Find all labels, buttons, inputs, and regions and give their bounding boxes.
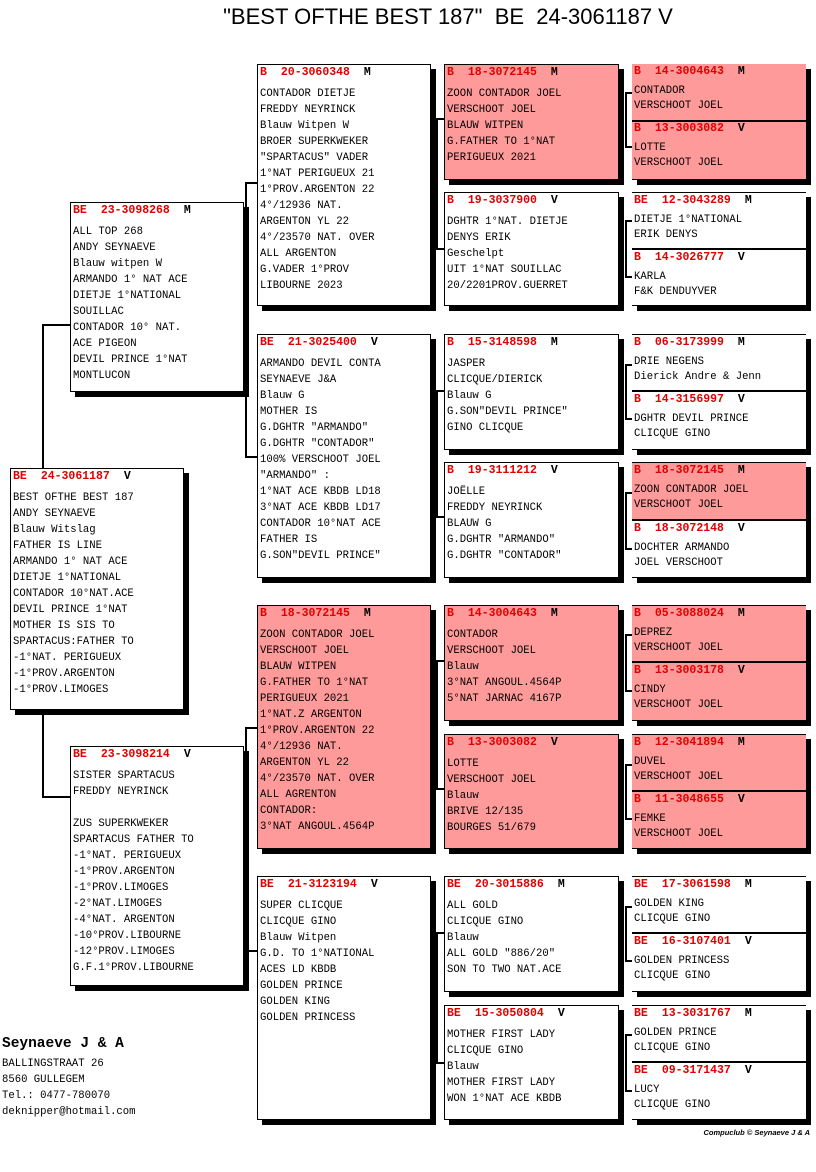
pigeon-info: ZOON CONTADOR JOEL VERSCHOOT JOEL: [634, 484, 749, 511]
sex-marker: V: [744, 1064, 752, 1077]
connector: [625, 220, 632, 222]
sex-marker: V: [737, 664, 745, 677]
owner-street: BALLINGSTRAAT 26: [2, 1058, 104, 1070]
connector: [625, 690, 632, 692]
ring-number: 20-3015886: [474, 878, 544, 891]
connector: [245, 182, 257, 184]
pigeon-card-g4[interactable]: [632, 877, 806, 933]
ring-number: 15-3050804: [474, 1007, 544, 1020]
ring-country: BE: [260, 878, 274, 891]
ring-country: B: [634, 336, 641, 349]
connector: [625, 906, 632, 908]
pigeon-info: CONTADOR VERSCHOOT JOEL: [634, 85, 724, 112]
ring-number: 16-3107401: [661, 935, 731, 948]
connector: [436, 788, 444, 790]
pigeon-info: LOTTE VERSCHOOT JOEL Blauw BRIVE 12/135 BOURGES 51/679: [447, 758, 537, 834]
ring-country: B: [634, 607, 641, 620]
owner-city: 8560 GULLEGEM: [2, 1074, 85, 1086]
pigeon-card-g4[interactable]: [632, 250, 806, 305]
connector: [625, 1034, 632, 1036]
sex-marker: V: [123, 470, 131, 483]
pigeon-info: DOCHTER ARMANDO JOEL VERSCHOOT: [634, 542, 730, 569]
pigeon-info: CINDY VERSCHOOT JOEL: [634, 684, 724, 711]
pigeon-card-subject[interactable]: [10, 468, 184, 710]
connector: [625, 146, 632, 148]
pigeon-info: ZOON CONTADOR JOEL VERSCHOOT JOEL BLAUW WITPEN G.FATHER TO 1°NAT PERIGUEUX 2021: [447, 88, 562, 164]
pigeon-card-g3[interactable]: [444, 876, 619, 992]
sex-marker: M: [363, 66, 371, 79]
connector: [42, 324, 44, 470]
pigeon-card-g4[interactable]: [632, 1063, 806, 1119]
ring-number: 12-3041894: [654, 736, 724, 749]
sex-marker: M: [737, 336, 745, 349]
sex-marker: V: [550, 194, 558, 207]
ring-country: B: [634, 664, 641, 677]
connector: [42, 324, 70, 326]
sex-marker: V: [557, 1007, 565, 1020]
ring-country: B: [260, 607, 267, 620]
ring-country: B: [447, 66, 454, 79]
ring-country: BE: [634, 1007, 648, 1020]
ring-number: 20-3060348: [280, 66, 350, 79]
ring-country: BE: [13, 470, 27, 483]
connector: [625, 220, 627, 278]
ring-number: 13-3003082: [654, 122, 724, 135]
owner-name: Seynaeve J & A: [2, 1036, 124, 1052]
sex-marker: V: [550, 464, 558, 477]
pigeon-info: GOLDEN PRINCE CLICQUE GINO: [634, 1027, 717, 1054]
connector: [436, 390, 438, 518]
ring-number: 13-3003082: [467, 736, 537, 749]
connector: [436, 390, 444, 392]
pigeon-card-g4[interactable]: [632, 606, 806, 662]
pigeon-info: DEPREZ VERSCHOOT JOEL: [634, 627, 724, 654]
ring-country: B: [447, 607, 454, 620]
ring-country: BE: [634, 194, 648, 207]
sex-marker: M: [737, 464, 745, 477]
connector: [625, 960, 632, 962]
ring-number: 09-3171437: [661, 1064, 731, 1077]
ring-country: BE: [447, 878, 461, 891]
connector: [625, 764, 627, 820]
pair-divider: [632, 790, 806, 792]
pigeon-info: BEST OFTHE BEST 187 ANDY SEYNAEVE Blauw Witslag FATHER IS LINE ARMANDO 1° NAT ACE DIETJE 1°NATIONAL CONTADOR 10°NAT.ACE DEVIL PRINCE 1°NAT MOTHER IS SIS TO SPARTACUS:FATHER TO -1°NAT. PERIGUEUX -1°PROV.ARGENTON -1°PROV.LIMOGES: [13, 492, 134, 696]
ring-country: B: [634, 522, 641, 535]
ring-country: BE: [634, 935, 648, 948]
connector: [625, 92, 632, 94]
ring-country: B: [634, 122, 641, 135]
pigeon-info: FEMKE VERSCHOOT JOEL: [634, 813, 724, 840]
pigeon-card-g4[interactable]: [632, 521, 806, 577]
connector: [42, 796, 70, 798]
ring-number: 18-3072145: [467, 66, 537, 79]
connector: [625, 818, 632, 820]
ring-number: 06-3173999: [654, 336, 724, 349]
connector: [436, 660, 438, 790]
ring-number: 23-3098268: [100, 204, 170, 217]
ring-number: 13-3003178: [654, 664, 724, 677]
pigeon-info: MOTHER FIRST LADY CLICQUE GINO Blauw MOTHER FIRST LADY WON 1°NAT ACE KBDB: [447, 1029, 562, 1105]
ring-country: B: [447, 194, 454, 207]
connector: [625, 1034, 627, 1092]
ring-country: B: [447, 464, 454, 477]
ring-number: 14-3004643: [467, 607, 537, 620]
pigeon-card-g4[interactable]: [632, 934, 806, 991]
ring-country: B: [634, 65, 641, 78]
pedigree-title: "BEST OFTHE BEST 187" BE 24-3061187 V: [223, 4, 673, 29]
pigeon-card-g4[interactable]: [632, 193, 806, 249]
ring-number: 14-3026777: [654, 251, 724, 264]
pigeon-card-g3[interactable]: [444, 1005, 619, 1120]
pigeon-info: ZOON CONTADOR JOEL VERSCHOOT JOEL BLAUW WITPEN G.FATHER TO 1°NAT PERIGUEUX 2021 1°NAT.Z ARGENTON 1°PROV.ARGENTON 22 4°/12936 NAT. ARGENTON YL 22 4°/23570 NAT. OVER ALL AGRENTON CONTADOR: 3°NAT ANGOUL.4564P: [260, 629, 375, 833]
ring-country: B: [634, 736, 641, 749]
pair-divider: [632, 248, 806, 250]
ring-number: 14-3004643: [654, 65, 724, 78]
ring-country: BE: [73, 204, 87, 217]
pigeon-card-g3[interactable]: [444, 462, 619, 578]
sex-marker: V: [550, 736, 558, 749]
pigeon-card-g4[interactable]: [632, 792, 806, 848]
ring-number: 13-3031767: [661, 1007, 731, 1020]
pigeon-card-g4[interactable]: [632, 64, 806, 122]
sex-marker: M: [363, 607, 371, 620]
sex-marker: M: [744, 1007, 752, 1020]
pigeon-card-g3[interactable]: [444, 334, 619, 450]
ring-country: B: [634, 251, 641, 264]
pigeon-info: LUCY CLICQUE GINO: [634, 1084, 711, 1111]
connector: [625, 276, 632, 278]
ring-number: 18-3072145: [280, 607, 350, 620]
footer-credit: Compuclub © Seynaeve J & A: [703, 1128, 810, 1137]
ring-number: 19-3111212: [467, 464, 537, 477]
sex-marker: M: [550, 607, 558, 620]
ring-country: BE: [73, 748, 87, 761]
pigeon-info: DUVEL VERSCHOOT JOEL: [634, 756, 724, 783]
connector: [625, 548, 632, 550]
pigeon-card-g3[interactable]: [444, 734, 619, 849]
connector: [245, 182, 247, 458]
pigeon-card-sire[interactable]: [70, 202, 244, 392]
pair-divider: [632, 932, 806, 934]
ring-number: 11-3048655: [654, 793, 724, 806]
sex-marker: M: [557, 878, 565, 891]
sex-marker: V: [370, 336, 378, 349]
connector: [42, 710, 44, 796]
pigeon-info: LOTTE VERSCHOOT JOEL: [634, 142, 724, 169]
connector: [436, 660, 444, 662]
ring-number: 24-3061187: [40, 470, 110, 483]
connector: [625, 634, 627, 692]
ring-country: B: [634, 393, 641, 406]
pigeon-info: DGHTR 1°NAT. DIETJE DENYS ERIK Geschelpt UIT 1°NAT SOUILLAC 20/2201PROV.GUERRET: [447, 216, 568, 292]
connector: [625, 764, 632, 766]
connector: [436, 932, 438, 1064]
connector: [625, 492, 627, 550]
connector: [436, 248, 444, 250]
pigeon-info: KARLA F&K DENDUYVER: [634, 271, 717, 298]
sex-marker: V: [744, 935, 752, 948]
pigeon-info: JOËLLE FREDDY NEYRINCK BLAUW G G.DGHTR "ARMANDO" G.DGHTR "CONTADOR": [447, 486, 562, 562]
sex-marker: M: [183, 204, 191, 217]
pigeon-card-dam-sire[interactable]: [257, 605, 431, 849]
pigeon-info: DGHTR DEVIL PRINCE CLICQUE GINO: [634, 413, 749, 440]
pigeon-info: DRIE NEGENS Dierick Andre & Jenn: [634, 356, 762, 383]
pigeon-card-g4[interactable]: [632, 463, 806, 520]
ring-number: 12-3043289: [661, 194, 731, 207]
sex-marker: V: [737, 522, 745, 535]
pigeon-info: ARMANDO DEVIL CONTA SEYNAEVE J&A Blauw G MOTHER IS G.DGHTR "ARMANDO" G.DGHTR "CONTADOR" 100% VERSCHOOT JOEL "ARMANDO" : 1°NAT ACE KBDB LD18 3°NAT ACE KBDB LD17 CONTADOR 10°NAT ACE FATHER IS G.SON"DEVIL PRINCE": [260, 358, 381, 562]
pigeon-card-g3[interactable]: [444, 64, 619, 180]
connector: [625, 492, 632, 494]
pigeon-card-g4[interactable]: [632, 663, 806, 720]
ring-country: B: [447, 736, 454, 749]
pigeon-info: JASPER CLICQUE/DIERICK Blauw G G.SON"DEVIL PRINCE" GINO CLICQUE: [447, 358, 568, 434]
connector: [436, 118, 438, 250]
sex-marker: M: [737, 607, 745, 620]
connector: [625, 634, 632, 636]
connector: [245, 456, 257, 458]
pigeon-info: CONTADOR DIETJE FREDDY NEYRINCK Blauw Witpen W BROER SUPERKWEKER "SPARTACUS" VADER 1°NAT PERIGUEUX 21 1°PROV.ARGENTON 22 4°/12936 NAT. ARGENTON YL 22 4°/23570 NAT. OVER ALL ARGENTON G.VADER 1°PROV LIBOURNE 2023: [260, 88, 375, 292]
connector: [625, 418, 632, 420]
pigeon-card-g4[interactable]: [632, 335, 806, 391]
pigeon-info: SISTER SPARTACUS FREDDY NEYRINCK ZUS SUPERKWEKER SPARTACUS FATHER TO -1°NAT. PERIGUEUX -1°PROV.ARGENTON -1°PROV.LIMOGES -2°NAT.LIMOGES -4°NAT. ARGENTON -10°PROV.LIBOURNE -12°PROV.LIMOGES G.F.1°PROV.LIBOURNE: [73, 770, 194, 974]
pigeon-card-sire-dam[interactable]: [257, 334, 431, 578]
owner-block: [2, 1034, 136, 1120]
sex-marker: V: [737, 122, 745, 135]
ring-number: 19-3037900: [467, 194, 537, 207]
ring-country: B: [634, 464, 641, 477]
pigeon-card-g3[interactable]: [444, 605, 619, 721]
connector: [436, 932, 444, 934]
pigeon-info: ALL GOLD CLICQUE GINO Blauw ALL GOLD "886/20" SON TO TWO NAT.ACE: [447, 900, 562, 976]
ring-country: BE: [634, 1064, 648, 1077]
pair-divider: [632, 120, 806, 122]
pigeon-info: DIETJE 1°NATIONAL ERIK DENYS: [634, 214, 743, 241]
sex-marker: M: [744, 194, 752, 207]
connector: [245, 727, 257, 729]
ring-country: BE: [260, 336, 274, 349]
owner-email[interactable]: deknipper@hotmail.com: [2, 1106, 136, 1118]
pigeon-card-g3[interactable]: [444, 192, 619, 306]
sex-marker: V: [737, 393, 745, 406]
pair-divider: [632, 390, 806, 392]
sex-marker: M: [744, 878, 752, 891]
ring-country: B: [447, 336, 454, 349]
connector: [625, 364, 627, 420]
ring-country: B: [634, 793, 641, 806]
ring-number: 21-3025400: [287, 336, 357, 349]
owner-phone[interactable]: Tel.: 0477-780070: [2, 1090, 111, 1102]
ring-number: 15-3148598: [467, 336, 537, 349]
pigeon-card-g4[interactable]: [632, 735, 806, 791]
sex-marker: V: [370, 878, 378, 891]
connector: [625, 906, 627, 962]
pigeon-card-dam-dam[interactable]: [257, 876, 431, 1120]
sex-marker: M: [550, 336, 558, 349]
sex-marker: V: [183, 748, 191, 761]
ring-country: B: [260, 66, 267, 79]
pigeon-info: SUPER CLICQUE CLICQUE GINO Blauw Witpen G.D. TO 1°NATIONAL ACES LD KBDB GOLDEN PRINCE GOLDEN KING GOLDEN PRINCESS: [260, 900, 375, 1024]
pair-divider: [632, 1061, 806, 1063]
pigeon-info: ALL TOP 268 ANDY SEYNAEVE Blauw witpen W ARMANDO 1° NAT ACE DIETJE 1°NATIONAL SOUILLAC CONTADOR 10° NAT. ACE PIGEON DEVIL PRINCE 1°NAT MONTLUCON: [73, 226, 188, 382]
pigeon-card-dam[interactable]: [70, 746, 244, 986]
ring-number: 18-3072145: [654, 464, 724, 477]
ring-number: 18-3072148: [654, 522, 724, 535]
pigeon-card-g4[interactable]: [632, 1006, 806, 1062]
pigeon-info: GOLDEN PRINCESS CLICQUE GINO: [634, 955, 730, 982]
sex-marker: M: [737, 65, 745, 78]
sex-marker: M: [737, 736, 745, 749]
connector: [436, 118, 444, 120]
pigeon-info: GOLDEN KING CLICQUE GINO: [634, 898, 711, 925]
connector: [625, 1090, 632, 1092]
sex-marker: M: [550, 66, 558, 79]
pigeon-card-sire-sire[interactable]: [257, 64, 431, 306]
connector: [625, 364, 632, 366]
ring-country: BE: [634, 878, 648, 891]
pigeon-card-g4[interactable]: [632, 392, 806, 449]
connector: [436, 1062, 444, 1064]
ring-number: 23-3098214: [100, 748, 170, 761]
sex-marker: V: [737, 251, 745, 264]
sex-marker: V: [737, 793, 745, 806]
connector: [625, 92, 627, 148]
pair-divider: [632, 519, 806, 521]
ring-number: 05-3088024: [654, 607, 724, 620]
pigeon-info: CONTADOR VERSCHOOT JOEL Blauw 3°NAT ANGOUL.4564P 5°NAT JARNAC 4167P: [447, 629, 562, 705]
ring-number: 17-3061598: [661, 878, 731, 891]
ring-number: 14-3156997: [654, 393, 724, 406]
ring-country: BE: [447, 1007, 461, 1020]
connector: [436, 516, 444, 518]
connector: [245, 727, 247, 952]
pigeon-card-g4[interactable]: [632, 121, 806, 179]
pair-divider: [632, 661, 806, 663]
connector: [245, 950, 257, 952]
ring-number: 21-3123194: [287, 878, 357, 891]
